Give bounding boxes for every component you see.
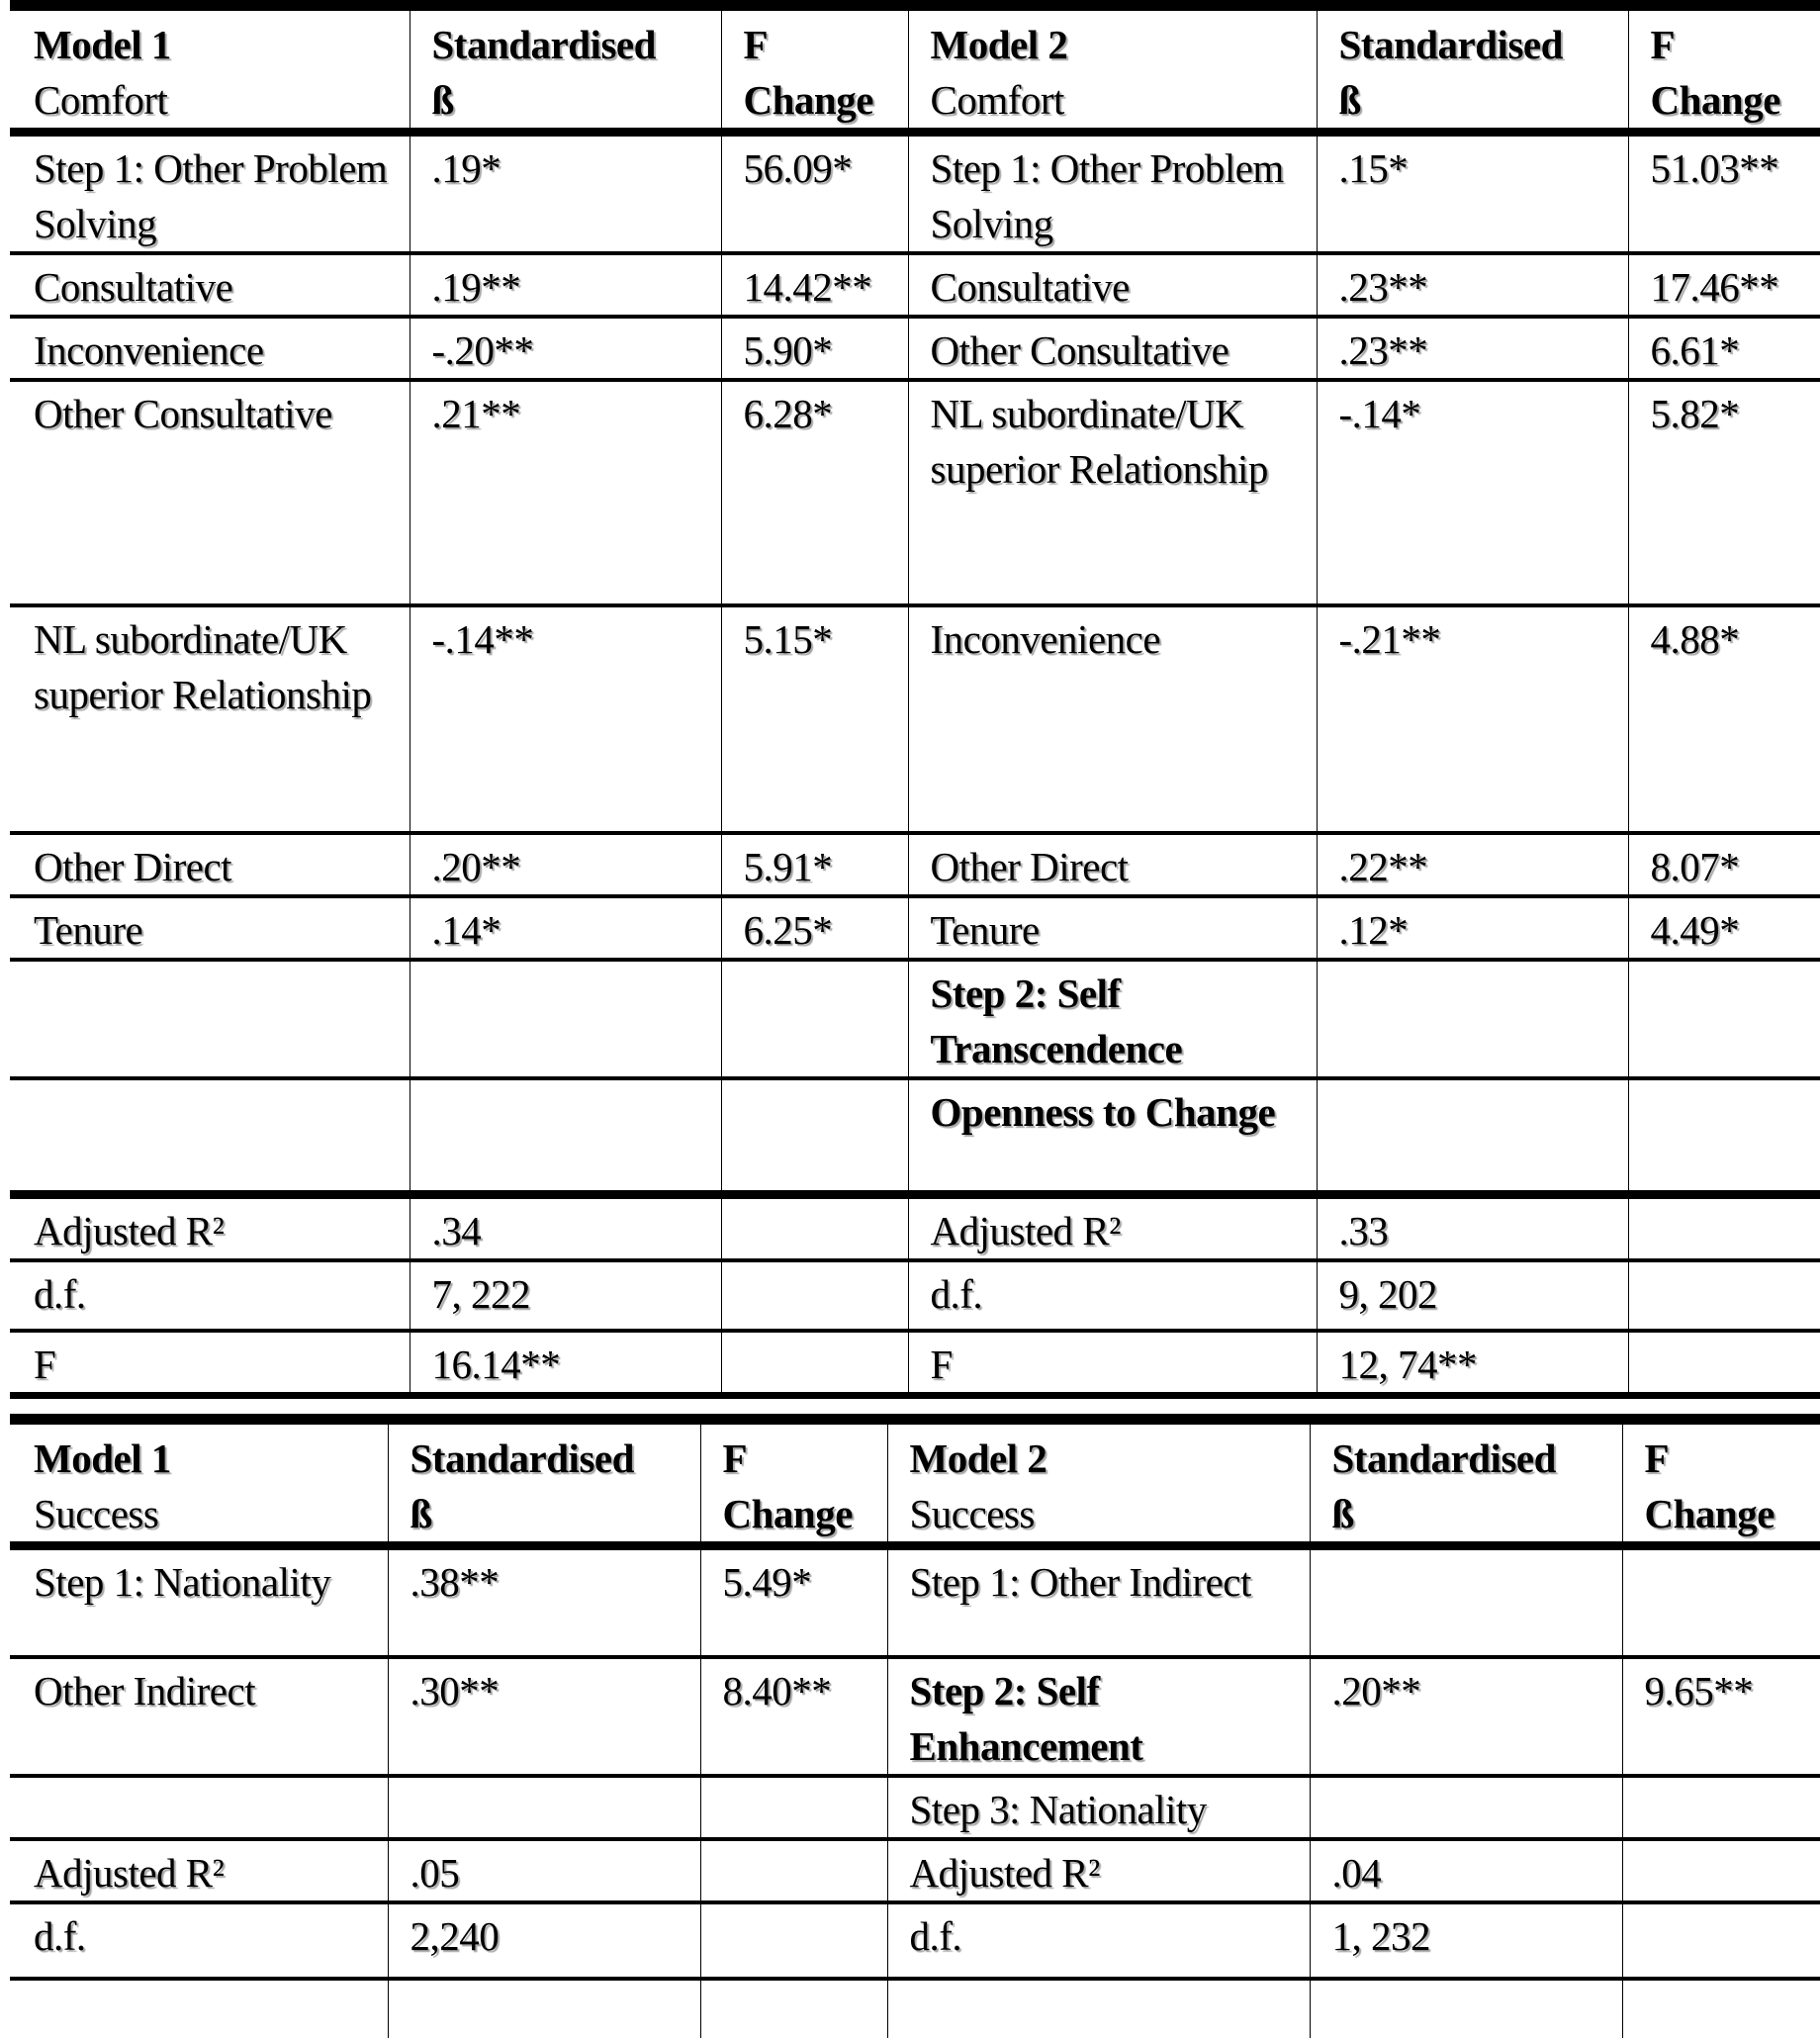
cell-beta <box>410 960 721 1078</box>
success-regression-table <box>10 1414 1820 2038</box>
table-header-row <box>10 1420 1820 1546</box>
cell-variable-step2: Step 2: Self Enhancement <box>887 1657 1310 1776</box>
cell-fchange: 5.90* <box>721 317 908 380</box>
cell-beta: -.14* <box>1317 380 1628 605</box>
cell-beta: .30** <box>388 1657 700 1776</box>
cell-fchange <box>1628 1078 1820 1194</box>
cell-beta: .19** <box>410 253 721 317</box>
cell-beta: .23** <box>1317 253 1628 317</box>
cell-variable: Other Consultative <box>34 391 332 436</box>
cell-variable: Inconvenience <box>908 605 1317 833</box>
table-row-adjusted-r2 <box>10 1194 1820 1260</box>
cell-variable: d.f. <box>34 1912 86 1959</box>
cell-beta: .05 <box>388 1839 700 1902</box>
cell-fchange <box>1628 1331 1820 1396</box>
cell-beta: .15* <box>1317 133 1628 254</box>
cell-variable: Adjusted R² <box>887 1839 1310 1902</box>
cell-fchange: 8.40** <box>700 1657 887 1776</box>
cell-fchange: 6.25* <box>721 896 908 960</box>
cell-beta: .04 <box>1310 1839 1622 1902</box>
cell-fchange <box>1628 1260 1820 1331</box>
cell-beta <box>388 1979 700 2038</box>
header-fchange: F Change <box>1622 1420 1820 1546</box>
cell-fchange: 14.42** <box>721 253 908 317</box>
cell-beta: -.20** <box>410 317 721 380</box>
cell-fchange: 4.49* <box>1628 896 1820 960</box>
cell-variable: F <box>34 1341 56 1387</box>
cell-beta: 9, 202 <box>1317 1260 1628 1331</box>
cell-variable-step2: Step 2: Self Transcendence <box>908 960 1317 1078</box>
cell-variable: Step 1: Other Problem Solving <box>908 133 1317 254</box>
cell-variable: Step 1: Nationality <box>34 1559 331 1605</box>
cell-fchange <box>1622 1902 1820 1979</box>
cell-beta: .22** <box>1317 833 1628 896</box>
cell-fchange <box>721 1260 908 1331</box>
cell-fchange <box>721 1194 908 1260</box>
table-row-cutoff <box>10 1979 1820 2038</box>
cell-beta: .14* <box>410 896 721 960</box>
cell-beta: -.14** <box>410 605 721 833</box>
header-fchange: F Change <box>700 1420 887 1546</box>
cell-variable: Consultative <box>908 253 1317 317</box>
cell-fchange <box>700 1839 887 1902</box>
cell-beta: 16.14** <box>410 1331 721 1396</box>
cell-fchange: 5.82* <box>1628 380 1820 605</box>
cell-beta: .33 <box>1317 1194 1628 1260</box>
cell-fchange <box>721 1078 908 1194</box>
table-row <box>10 133 1820 254</box>
header-beta: Standardised ß <box>1310 1420 1622 1546</box>
cell-beta: 12, 74** <box>1317 1331 1628 1396</box>
cell-fchange <box>700 1979 887 2038</box>
cell-fchange <box>1628 1194 1820 1260</box>
table-row <box>10 896 1820 960</box>
header-beta: Standardised ß <box>1317 6 1628 133</box>
cell-fchange: 5.49* <box>700 1546 887 1657</box>
cell-beta: .20** <box>410 833 721 896</box>
cell-beta: .20** <box>1310 1657 1622 1776</box>
cell-variable: Step 1: Other Indirect <box>887 1546 1310 1657</box>
table-row <box>10 253 1820 317</box>
table-row-df <box>10 1902 1820 1979</box>
cell-variable: Other Direct <box>34 844 232 889</box>
cell-beta: 1, 232 <box>1310 1902 1622 1979</box>
cell-variable <box>10 960 410 1078</box>
cell-beta: 7, 222 <box>410 1260 721 1331</box>
cell-variable: Tenure <box>908 896 1317 960</box>
table-header-row <box>10 6 1820 133</box>
cell-beta <box>1310 1546 1622 1657</box>
table-row-f <box>10 1331 1820 1396</box>
header-model1: Model 1 Success <box>34 1436 171 1536</box>
cell-fchange: 8.07* <box>1628 833 1820 896</box>
cell-variable <box>887 1979 1310 2038</box>
header-fchange: F Change <box>721 6 908 133</box>
cell-beta <box>410 1078 721 1194</box>
header-beta: Standardised ß <box>410 6 721 133</box>
cell-fchange: 9.65** <box>1622 1657 1820 1776</box>
cell-variable: Step 1: Other Problem Solving <box>34 145 388 246</box>
cell-variable-openness: Openness to Change <box>908 1078 1317 1194</box>
cell-variable: Consultative <box>34 264 233 310</box>
table-row <box>10 1546 1820 1657</box>
cell-variable <box>10 1979 388 2038</box>
cell-beta <box>1317 1078 1628 1194</box>
table-row <box>10 1657 1820 1776</box>
cell-beta: .23** <box>1317 317 1628 380</box>
cell-variable: d.f. <box>908 1260 1317 1331</box>
cell-variable: Step 3: Nationality <box>887 1776 1310 1839</box>
table-row <box>10 380 1820 605</box>
comfort-regression-table <box>10 0 1820 1399</box>
table-row <box>10 317 1820 380</box>
cell-fchange: 6.61* <box>1628 317 1820 380</box>
cell-fchange: 51.03** <box>1628 133 1820 254</box>
cell-beta <box>388 1776 700 1839</box>
cell-beta: .12* <box>1317 896 1628 960</box>
cell-beta <box>1310 1979 1622 2038</box>
cell-variable <box>10 1078 410 1194</box>
cell-fchange: 56.09* <box>721 133 908 254</box>
cell-variable <box>10 1776 388 1839</box>
header-model2: Model 2 Comfort <box>908 6 1317 133</box>
cell-beta: .38** <box>388 1546 700 1657</box>
cell-variable: Adjusted R² <box>34 1849 225 1896</box>
table-row-adjusted-r2 <box>10 1839 1820 1902</box>
cell-variable: d.f. <box>34 1270 86 1317</box>
cell-variable: Other Indirect <box>34 1667 256 1714</box>
cell-beta: .34 <box>410 1194 721 1260</box>
cell-variable: Adjusted R² <box>908 1194 1317 1260</box>
cell-variable: F <box>908 1331 1317 1396</box>
cell-fchange: 5.91* <box>721 833 908 896</box>
cell-fchange <box>1622 1839 1820 1902</box>
cell-fchange <box>1628 960 1820 1078</box>
cell-variable: Tenure <box>34 907 143 953</box>
cell-fchange <box>700 1902 887 1979</box>
cell-variable: Other Consultative <box>908 317 1317 380</box>
header-model1: Model 1 Comfort <box>34 22 171 123</box>
cell-fchange <box>1622 1979 1820 2038</box>
cell-beta: -.21** <box>1317 605 1628 833</box>
cell-beta: .21** <box>410 380 721 605</box>
cell-variable: Other Direct <box>908 833 1317 896</box>
cell-variable: d.f. <box>887 1902 1310 1979</box>
cell-beta <box>1310 1776 1622 1839</box>
header-model2: Model 2 Success <box>887 1420 1310 1546</box>
table-row <box>10 1078 1820 1194</box>
cell-fchange: 5.15* <box>721 605 908 833</box>
cell-beta: 2,240 <box>388 1902 700 1979</box>
cell-variable: Inconvenience <box>34 327 264 373</box>
table-row-df <box>10 1260 1820 1331</box>
table-row <box>10 960 1820 1078</box>
cell-fchange <box>1622 1546 1820 1657</box>
header-fchange: F Change <box>1628 6 1820 133</box>
cell-beta <box>1317 960 1628 1078</box>
header-beta: Standardised ß <box>388 1420 700 1546</box>
cell-beta: .19* <box>410 133 721 254</box>
cell-fchange: 6.28* <box>721 380 908 605</box>
table-row <box>10 833 1820 896</box>
cell-variable: NL subordinate/UK superior Relationship <box>34 616 372 717</box>
cell-fchange: 17.46** <box>1628 253 1820 317</box>
cell-fchange <box>721 960 908 1078</box>
cell-variable: NL subordinate/UK superior Relationship <box>908 380 1317 605</box>
cell-fchange <box>700 1776 887 1839</box>
cell-fchange <box>721 1331 908 1396</box>
table-row <box>10 1776 1820 1839</box>
table-row <box>10 605 1820 833</box>
cell-fchange <box>1622 1776 1820 1839</box>
cell-variable: Adjusted R² <box>34 1207 225 1253</box>
cell-fchange: 4.88* <box>1628 605 1820 833</box>
